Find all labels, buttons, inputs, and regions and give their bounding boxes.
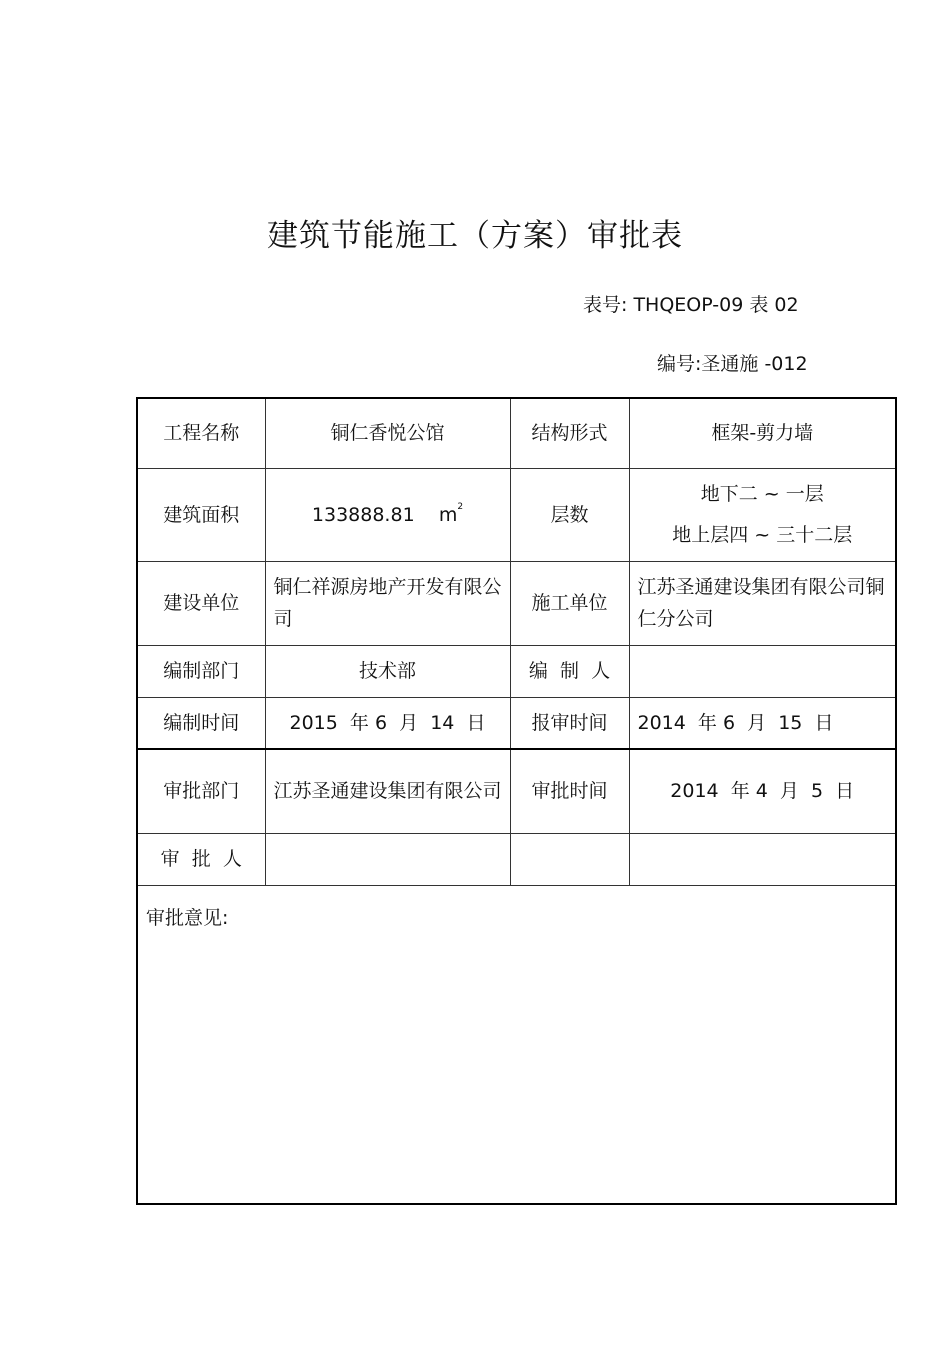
- area-label: 建筑面积: [137, 468, 265, 561]
- preparer-label: 编 制 人: [510, 645, 629, 697]
- submit-time-value: 2014 年 6 月 15 日: [629, 697, 896, 749]
- prep-time-label: 编制时间: [137, 697, 265, 749]
- table-row: [137, 645, 896, 697]
- structure-value: 框架-剪力墙: [629, 398, 896, 468]
- area-unit-sup: 2: [457, 501, 464, 512]
- approver-extra-cell-2: [629, 833, 896, 885]
- dept-label: 编制部门: [137, 645, 265, 697]
- approver-value: [265, 833, 510, 885]
- approver-label: 审 批 人: [137, 833, 265, 885]
- opinion-cell: [137, 885, 896, 1204]
- table-row: [137, 468, 896, 561]
- project-name-label: 工程名称: [137, 398, 265, 468]
- approval-dept-value: 江苏圣通建设集团有限公司: [265, 749, 510, 833]
- table-row: [137, 833, 896, 885]
- submit-time-label: 报审时间: [510, 697, 629, 749]
- floors-cell: [629, 468, 896, 561]
- form-number: 表号: THQEOP-09 表 02: [583, 294, 799, 316]
- preparer-value: [629, 645, 896, 697]
- structure-label: 结构形式: [510, 398, 629, 468]
- approval-time-value: 2014 年 4 月 5 日: [629, 749, 896, 833]
- opinion-label: 审批意见:: [146, 906, 229, 929]
- serial-number: 编号:圣通施 -012: [657, 353, 808, 375]
- approval-form-table: [136, 397, 897, 1205]
- table-row: [137, 697, 896, 749]
- contractor-value: 江苏圣通建设集团有限公司铜仁分公司: [629, 561, 896, 645]
- dept-value: 技术部: [265, 645, 510, 697]
- table-row: [137, 885, 896, 1204]
- approval-dept-label: 审批部门: [137, 749, 265, 833]
- project-name-value: 铜仁香悦公馆: [265, 398, 510, 468]
- page-title: 建筑节能施工（方案）审批表: [267, 218, 683, 254]
- developer-value: 铜仁祥源房地产开发有限公司: [265, 561, 510, 645]
- prep-time-value: 2015 年 6 月 14 日: [265, 697, 510, 749]
- developer-label: 建设单位: [137, 561, 265, 645]
- area-cell: [265, 468, 510, 561]
- contractor-label: 施工单位: [510, 561, 629, 645]
- table-row: [137, 398, 896, 468]
- table-row: [137, 749, 896, 833]
- floors-above-ground: 地上层四 ~ 三十二层: [672, 523, 853, 546]
- floors-label: 层数: [510, 468, 629, 561]
- approval-time-label: 审批时间: [510, 749, 629, 833]
- table-row: [137, 561, 896, 645]
- approver-extra-cell: [510, 833, 629, 885]
- floors-underground: 地下二 ~ 一层: [700, 482, 824, 505]
- area-unit: m: [438, 503, 458, 526]
- area-value: 133888.81: [311, 503, 415, 526]
